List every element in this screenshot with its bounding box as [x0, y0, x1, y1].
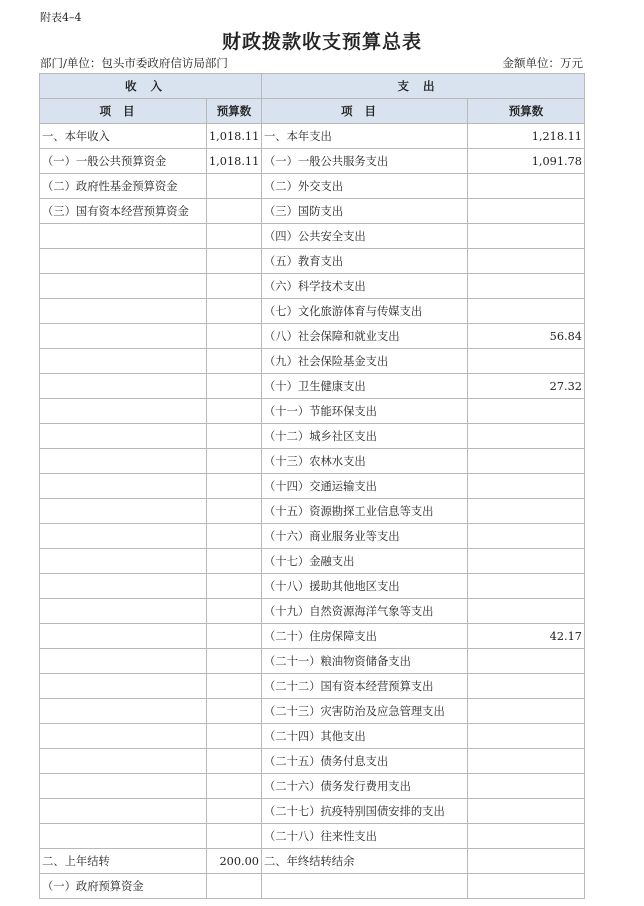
- income-section-header: 收入: [40, 74, 262, 99]
- income-amount-cell: 1,018.11: [207, 149, 262, 174]
- income-item-cell: （一）一般公共预算资金: [40, 149, 207, 174]
- section-header-row: [40, 74, 585, 99]
- expense-item-cell: （四）公共安全支出: [262, 224, 468, 249]
- expense-amount-cell: 27.32: [468, 374, 585, 399]
- income-amount-cell: [207, 774, 262, 799]
- income-amount-cell: [207, 549, 262, 574]
- expense-item-cell: （十九）自然资源海洋气象等支出: [262, 599, 468, 624]
- income-item-cell: [40, 374, 207, 399]
- income-amount-cell: [207, 349, 262, 374]
- table-row: [40, 474, 585, 499]
- income-amount-cell: [207, 674, 262, 699]
- table-row: [40, 424, 585, 449]
- income-item-cell: [40, 274, 207, 299]
- table-row: [40, 599, 585, 624]
- income-item-cell: [40, 299, 207, 324]
- income-item-cell: [40, 699, 207, 724]
- table-row: [40, 799, 585, 824]
- income-item-cell: [40, 674, 207, 699]
- income-item-cell: [40, 799, 207, 824]
- income-amount-cell: [207, 299, 262, 324]
- expense-item-cell: （十一）节能环保支出: [262, 399, 468, 424]
- table-row: [40, 699, 585, 724]
- expense-amount-cell: 56.84: [468, 324, 585, 349]
- expense-amount-cell: [468, 874, 585, 899]
- expense-amount-cell: [468, 224, 585, 249]
- expense-amount-cell: [468, 499, 585, 524]
- expense-item-cell: （五）教育支出: [262, 249, 468, 274]
- income-amount-cell: [207, 374, 262, 399]
- table-row: [40, 174, 585, 199]
- expense-item-cell: （二十八）往来性支出: [262, 824, 468, 849]
- expense-item-cell: （十六）商业服务业等支出: [262, 524, 468, 549]
- income-item-cell: [40, 249, 207, 274]
- income-item-cell: （二）政府性基金预算资金: [40, 174, 207, 199]
- income-item-header: 项目: [40, 99, 207, 124]
- expense-amount-cell: 42.17: [468, 624, 585, 649]
- income-amount-cell: [207, 249, 262, 274]
- income-amount-cell: [207, 449, 262, 474]
- table-row: [40, 749, 585, 774]
- income-item-cell: [40, 224, 207, 249]
- expense-item-cell: （二十四）其他支出: [262, 724, 468, 749]
- expense-amount-header: 预算数: [468, 99, 585, 124]
- income-amount-cell: [207, 699, 262, 724]
- table-row: [40, 524, 585, 549]
- expense-amount-cell: [468, 849, 585, 874]
- expense-item-cell: （二十三）灾害防治及应急管理支出: [262, 699, 468, 724]
- income-amount-cell: [207, 399, 262, 424]
- expense-amount-cell: [468, 774, 585, 799]
- table-row: [40, 774, 585, 799]
- expense-item-cell: （八）社会保障和就业支出: [262, 324, 468, 349]
- income-item-cell: [40, 824, 207, 849]
- table-row: [40, 499, 585, 524]
- expense-amount-cell: [468, 424, 585, 449]
- table-row: [40, 724, 585, 749]
- expense-amount-cell: [468, 649, 585, 674]
- expense-item-cell: （十八）援助其他地区支出: [262, 574, 468, 599]
- table-row: [40, 374, 585, 399]
- expense-amount-cell: [468, 474, 585, 499]
- income-amount-cell: [207, 524, 262, 549]
- expense-item-header: 项目: [262, 99, 468, 124]
- unit-label: 金额单位：万元: [502, 56, 583, 70]
- expense-amount-cell: [468, 174, 585, 199]
- table-row: [40, 874, 585, 899]
- income-item-cell: [40, 349, 207, 374]
- income-amount-cell: [207, 324, 262, 349]
- expense-amount-cell: [468, 724, 585, 749]
- expense-item-cell: 二、年终结转结余: [262, 849, 468, 874]
- department-label: 部门/单位：包头市委政府信访局部门: [40, 56, 228, 70]
- expense-item-cell: （二十二）国有资本经营预算支出: [262, 674, 468, 699]
- table-row: [40, 449, 585, 474]
- expense-amount-cell: [468, 824, 585, 849]
- income-item-cell: [40, 549, 207, 574]
- income-item-cell: [40, 599, 207, 624]
- expense-item-cell: （十四）交通运输支出: [262, 474, 468, 499]
- expense-amount-cell: [468, 574, 585, 599]
- attachment-label: 附表4–4: [40, 11, 82, 24]
- income-amount-cell: [207, 624, 262, 649]
- income-item-cell: [40, 624, 207, 649]
- income-item-cell: [40, 774, 207, 799]
- expense-amount-cell: 1,091.78: [468, 149, 585, 174]
- expense-item-cell: （十三）农林水支出: [262, 449, 468, 474]
- income-item-cell: [40, 499, 207, 524]
- income-amount-cell: [207, 824, 262, 849]
- expense-item-cell: （十七）金融支出: [262, 549, 468, 574]
- expense-item-cell: [262, 874, 468, 899]
- expense-amount-cell: [468, 349, 585, 374]
- income-item-cell: [40, 574, 207, 599]
- income-item-cell: [40, 449, 207, 474]
- expense-item-cell: （十）卫生健康支出: [262, 374, 468, 399]
- table-row: [40, 249, 585, 274]
- expense-amount-cell: [468, 199, 585, 224]
- table-row: [40, 649, 585, 674]
- income-item-cell: [40, 749, 207, 774]
- expense-amount-cell: [468, 524, 585, 549]
- income-amount-cell: [207, 649, 262, 674]
- expense-amount-cell: [468, 799, 585, 824]
- income-item-cell: 一、本年收入: [40, 124, 207, 149]
- budget-table: [39, 73, 585, 899]
- expense-amount-cell: [468, 599, 585, 624]
- table-row: [40, 624, 585, 649]
- income-item-cell: [40, 524, 207, 549]
- income-amount-cell: [207, 424, 262, 449]
- expense-item-cell: （六）科学技术支出: [262, 274, 468, 299]
- expense-item-cell: （十二）城乡社区支出: [262, 424, 468, 449]
- table-row: [40, 824, 585, 849]
- expense-item-cell: （二十五）债务付息支出: [262, 749, 468, 774]
- expense-item-cell: 一、本年支出: [262, 124, 468, 149]
- table-row: [40, 149, 585, 174]
- income-amount-cell: [207, 174, 262, 199]
- expense-amount-cell: [468, 399, 585, 424]
- income-item-cell: 二、上年结转: [40, 849, 207, 874]
- income-item-cell: [40, 649, 207, 674]
- income-amount-cell: [207, 224, 262, 249]
- income-item-cell: （三）国有资本经营预算资金: [40, 199, 207, 224]
- expense-item-cell: （二）外交支出: [262, 174, 468, 199]
- expense-item-cell: （二十七）抗疫特别国债安排的支出: [262, 799, 468, 824]
- expense-item-cell: （二十六）债务发行费用支出: [262, 774, 468, 799]
- table-row: [40, 574, 585, 599]
- expense-item-cell: （九）社会保险基金支出: [262, 349, 468, 374]
- income-amount-cell: [207, 199, 262, 224]
- table-row: [40, 399, 585, 424]
- income-amount-cell: [207, 499, 262, 524]
- expense-amount-cell: [468, 749, 585, 774]
- income-item-cell: [40, 424, 207, 449]
- table-row: [40, 299, 585, 324]
- income-item-cell: [40, 474, 207, 499]
- expense-amount-cell: [468, 674, 585, 699]
- income-amount-cell: [207, 874, 262, 899]
- income-amount-cell: [207, 749, 262, 774]
- income-amount-cell: [207, 724, 262, 749]
- table-row: [40, 349, 585, 374]
- income-amount-cell: [207, 799, 262, 824]
- table-row: [40, 549, 585, 574]
- table-row: [40, 849, 585, 874]
- table-row: [40, 199, 585, 224]
- income-amount-cell: [207, 574, 262, 599]
- income-amount-cell: 1,018.11: [207, 124, 262, 149]
- table-row: [40, 324, 585, 349]
- expense-amount-cell: [468, 274, 585, 299]
- expense-item-cell: （一）一般公共服务支出: [262, 149, 468, 174]
- expense-item-cell: （二十）住房保障支出: [262, 624, 468, 649]
- table-row: [40, 124, 585, 149]
- expense-amount-cell: [468, 549, 585, 574]
- expense-item-cell: （十五）资源勘探工业信息等支出: [262, 499, 468, 524]
- table-row: [40, 274, 585, 299]
- expense-amount-cell: [468, 699, 585, 724]
- table-row: [40, 674, 585, 699]
- expense-item-cell: （七）文化旅游体育与传媒支出: [262, 299, 468, 324]
- expense-section-header: 支出: [262, 74, 585, 99]
- table-row: [40, 224, 585, 249]
- expense-amount-cell: [468, 449, 585, 474]
- income-item-cell: [40, 724, 207, 749]
- income-item-cell: [40, 324, 207, 349]
- expense-item-cell: （三）国防支出: [262, 199, 468, 224]
- income-amount-cell: [207, 474, 262, 499]
- document-title: 财政拨款收支预算总表: [221, 31, 422, 53]
- expense-amount-cell: 1,218.11: [468, 124, 585, 149]
- income-item-cell: [40, 399, 207, 424]
- income-amount-cell: 200.00: [207, 849, 262, 874]
- expense-amount-cell: [468, 299, 585, 324]
- income-amount-header: 预算数: [207, 99, 262, 124]
- income-item-cell: （一）政府预算资金: [40, 874, 207, 899]
- expense-item-cell: （二十一）粮油物资储备支出: [262, 649, 468, 674]
- income-amount-cell: [207, 599, 262, 624]
- expense-amount-cell: [468, 249, 585, 274]
- income-amount-cell: [207, 274, 262, 299]
- column-header-row: [40, 99, 585, 124]
- table-body: [40, 124, 585, 899]
